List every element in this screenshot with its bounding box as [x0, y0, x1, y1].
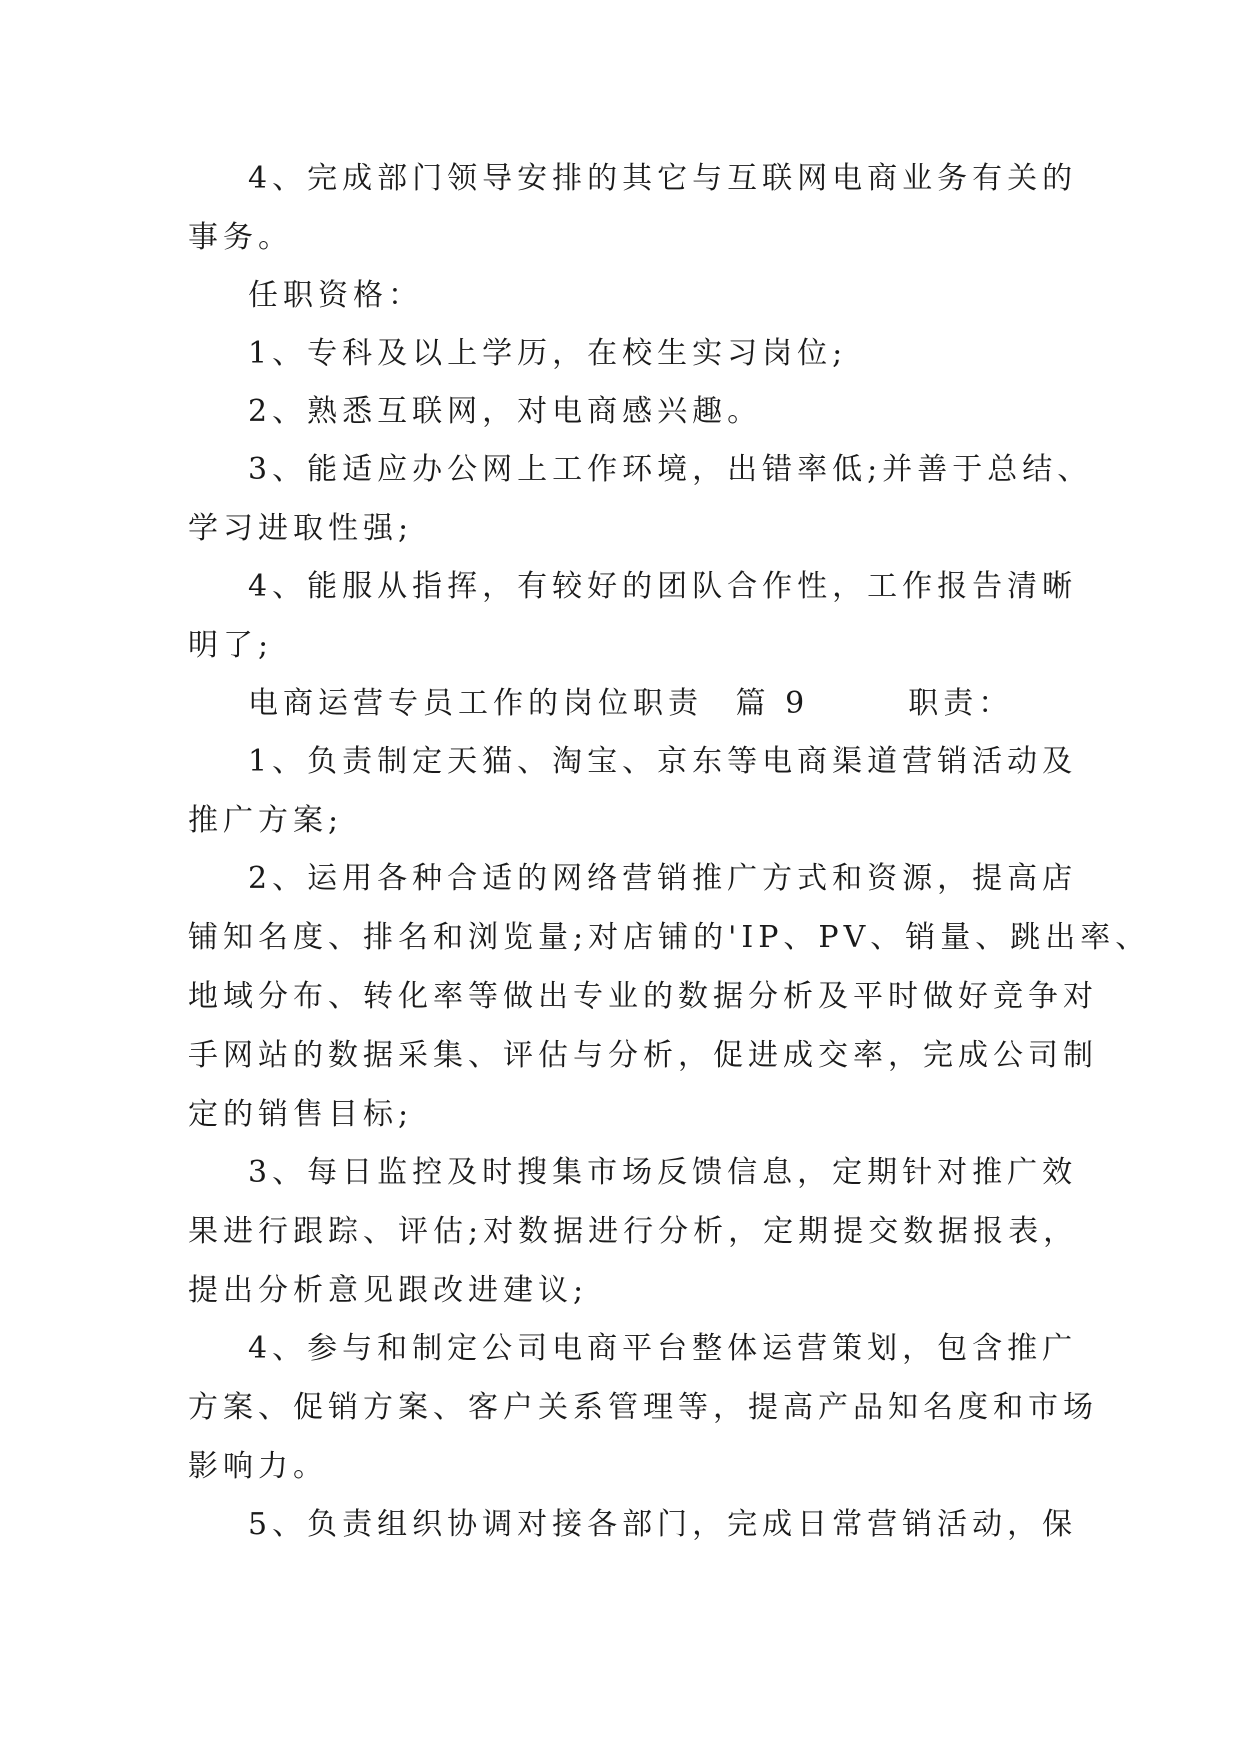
paragraph-line: 4、参与和制定公司电商平台整体运营策划，包含推广	[248, 1331, 1078, 1366]
paragraph-line: 手网站的数据采集、评估与分析，促进成交率，完成公司制	[188, 1038, 1098, 1073]
paragraph-line: 地域分布、转化率等做出专业的数据分析及平时做好竞争对	[188, 979, 1098, 1014]
paragraph-line: 学习进取性强;	[188, 511, 414, 546]
section-heading-part: 篇 9	[735, 686, 810, 721]
paragraph-line: 3、能适应办公网上工作环境，出错率低;并善于总结、	[248, 452, 1093, 487]
paragraph-line: 4、完成部门领导安排的其它与互联网电商业务有关的	[248, 161, 1078, 196]
paragraph-line: 1、专科及以上学历，在校生实习岗位;	[248, 336, 848, 371]
section-heading	[188, 687, 1068, 720]
section-heading-title: 电商运营专员工作的岗位职责	[248, 686, 703, 721]
paragraph-line: 果进行跟踪、评估;对数据进行分析，定期提交数据报表，	[188, 1214, 1079, 1249]
paragraph-line: 铺知名度、排名和浏览量;对店铺的'IP、PV、销量、跳出率、	[188, 920, 1151, 955]
paragraph-line: 明了;	[188, 628, 274, 663]
paragraph-line: 提出分析意见跟改进建议;	[188, 1273, 589, 1308]
paragraph-line: 影响力。	[188, 1449, 328, 1484]
paragraph-line: 5、负责组织协调对接各部门，完成日常营销活动，保	[248, 1507, 1078, 1542]
paragraph-line: 事务。	[188, 220, 293, 255]
paragraph-line: 定的销售目标;	[188, 1097, 414, 1132]
paragraph-line: 2、熟悉互联网，对电商感兴趣。	[248, 394, 763, 429]
paragraph-line: 3、每日监控及时搜集市场反馈信息，定期针对推广效	[248, 1155, 1078, 1190]
paragraph-line: 推广方案;	[188, 803, 344, 838]
paragraph-line: 方案、促销方案、客户关系管理等，提高产品知名度和市场	[188, 1390, 1098, 1425]
section-heading-label: 职责：	[908, 686, 1014, 721]
section-label: 任职资格：	[248, 278, 423, 313]
paragraph-line: 2、运用各种合适的网络营销推广方式和资源，提高店	[248, 861, 1078, 896]
paragraph-line: 4、能服从指挥，有较好的团队合作性，工作报告清晰	[248, 569, 1078, 604]
document-body	[188, 161, 1151, 1542]
paragraph-line: 1、负责制定天猫、淘宝、京东等电商渠道营销活动及	[248, 744, 1078, 779]
